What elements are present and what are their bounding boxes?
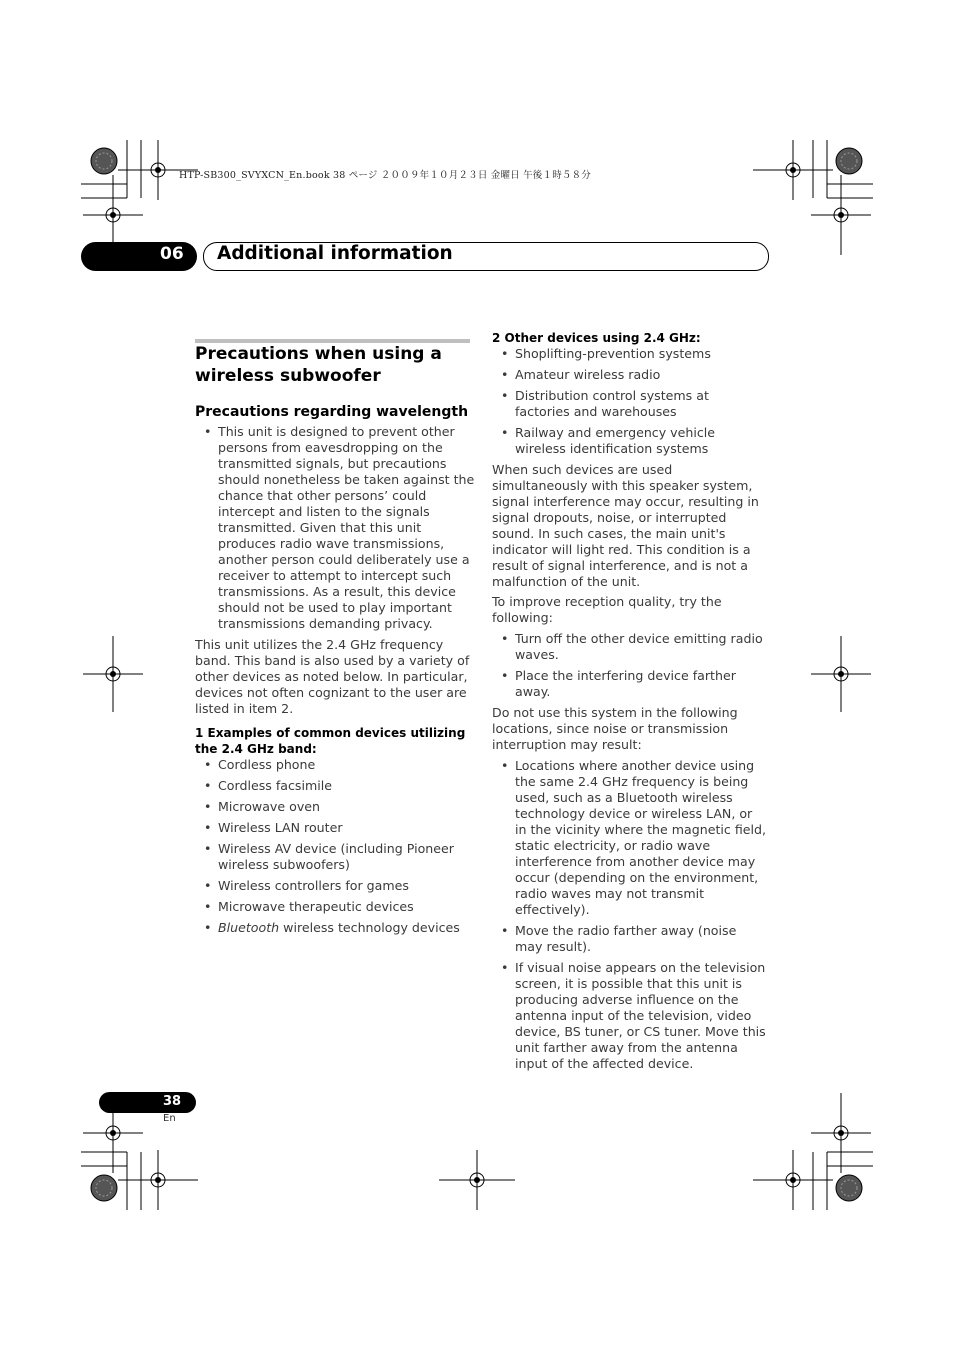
- locations-list: [492, 758, 767, 1072]
- body-paragraph: This unit utilizes the 2.4 GHz frequency band. This band is also used by a variety of other devices as noted below. In particular, devices not often cognizant to the user are listed in item 2.: [195, 637, 470, 716]
- list-item: • Cordless facsimile: [195, 778, 475, 794]
- section-heading: Precautions when using a wireless subwoofer: [195, 344, 442, 386]
- list-item: • Turn off the other device emitting radio waves.: [492, 631, 767, 663]
- list-item: • Railway and emergency vehicle wireless identification systems: [492, 425, 767, 457]
- list-item: • Move the radio farther away (noise may result).: [492, 923, 767, 955]
- list-item: • Amateur wireless radio: [492, 367, 767, 383]
- list-item: • Locations where another device using the same 2.4 GHz frequency is being used, such as a Bluetooth wireless technology device or wireless LAN, or in the vicinity where the magnetic field, static electricity, or radio wave interference from another device may occur (depending on the environment, radio waves may not transmit effectively).: [492, 758, 767, 918]
- body-paragraph: To improve reception quality, try the following:: [492, 594, 722, 625]
- intro-bullet-list: [195, 424, 475, 632]
- bluetooth-term: Bluetooth: [218, 920, 280, 935]
- list-item: • Place the interfering device farther away.: [492, 668, 767, 700]
- list-item: • This unit is designed to prevent other persons from eavesdropping on the transmitted signals, but precautions should nonetheless be taken against the chance that other persons’ could intercept and listen to the signals transmitted. Given that this unit produces radio wave transmissions, another person could deliberately use a receiver to attempt to intercept such transmissions. As a result, this device should not be used to play important transmissions demanding privacy.: [195, 424, 475, 632]
- list2-title: 2 Other devices using 2.4 GHz:: [492, 331, 701, 345]
- list1-title: 1 Examples of common devices utilizing the 2.4 GHz band:: [195, 726, 466, 756]
- list-item-text: wireless technology devices: [279, 920, 460, 935]
- chapter-title: Additional information: [217, 243, 453, 264]
- body-paragraph: When such devices are used simultaneously with this speaker system, signal interference may occur, resulting in signal dropouts, noise, or interrupted sound. In such cases, the main unit's indicator will light red. This condition is a result of signal interference, and is not a malfunction of the unit.: [492, 462, 759, 589]
- list-item: • Wireless AV device (including Pioneer wireless subwoofers): [195, 841, 475, 873]
- left-column: [195, 424, 475, 941]
- list-item: • Microwave therapeutic devices: [195, 899, 475, 915]
- right-column: [492, 330, 767, 1077]
- page-number-pill: [99, 1092, 196, 1113]
- list-item: • Cordless phone: [195, 757, 475, 773]
- list-item: • Wireless LAN router: [195, 820, 475, 836]
- list-item: • Wireless controllers for games: [195, 878, 475, 894]
- other-devices-list: [492, 346, 767, 457]
- page-number: 38: [163, 1094, 182, 1109]
- list-item: [195, 920, 475, 936]
- print-slug: HTP-SB300_SVYXCN_En.book 38 ページ ２００９年１０月２３日 金曜日 午後１時５８分: [179, 170, 591, 181]
- list-item: • Microwave oven: [195, 799, 475, 815]
- devices-list: [195, 757, 475, 936]
- list-item: • Distribution control systems at factories and warehouses: [492, 388, 767, 420]
- subsection-heading: Precautions regarding wavelength: [195, 404, 469, 420]
- body-paragraph: Do not use this system in the following locations, since noise or transmission interruption may result:: [492, 705, 738, 752]
- list-item: • Shoplifting-prevention systems: [492, 346, 767, 362]
- tips-list: [492, 631, 767, 700]
- chapter-number: 06: [160, 244, 184, 264]
- page-language: En: [163, 1113, 176, 1124]
- list-item: • If visual noise appears on the television screen, it is possible that this unit is producing adverse influence on the antenna input of the television, video device, BS tuner, or CS tuner. Move this unit farther away from the antenna input of the affected device.: [492, 960, 767, 1072]
